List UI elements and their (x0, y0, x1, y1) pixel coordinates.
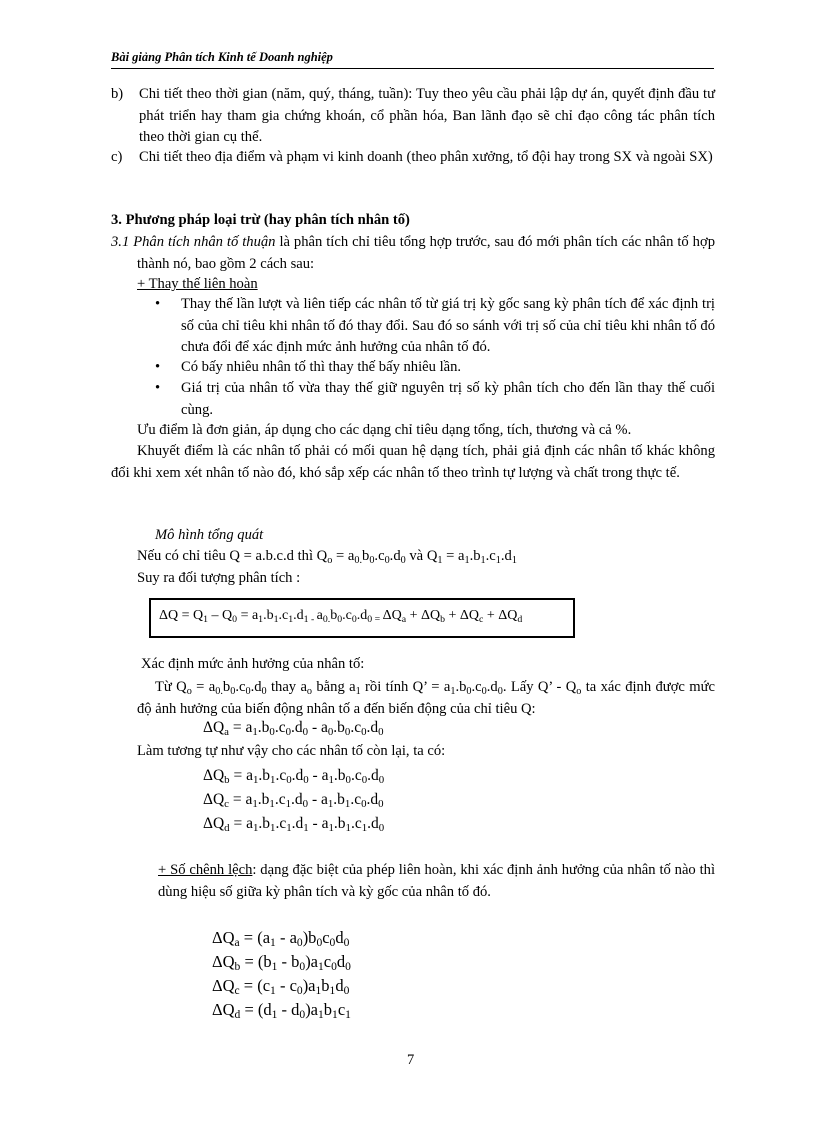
bullet-text-1: Thay thế lần lượt và liên tiếp các nhân tố từ giá trị kỳ gốc sang kỳ phân tích để xác định trị số của chỉ tiêu khi nhân tố đó thay đổi. Sau đó so sánh với trị số của chỉ tiêu khi nhân tố đó chưa đổi để xác định mức ảnh hưởng của nhân tố đó. (181, 296, 715, 355)
section-3-1-paragraph (111, 232, 715, 275)
page-number: 7 (407, 1052, 415, 1068)
list-text-b: Chi tiết theo thời gian (năm, quý, tháng, tuần): Tuy theo yêu cầu phải lập dự án, quyết định đầu tư phát triển hay tham gia chứng khoán, cổ phần hóa, Ban lãnh đạo sẽ chỉ đạo công tác phân tích theo thời gian cụ thể. (139, 86, 715, 145)
bullet-item-3 (155, 378, 715, 421)
equation-delta-qa: $\Delta Q_a = a_1.b_0.c_0.d_0 - a_0.b_0.c_0.d_0$ (203, 719, 384, 738)
section-3-1-text: là phân tích chỉ tiêu tổng hợp trước, sau đó mới phân tích các nhân tố hợp thành nó, bao gồm 2 cách sau: (137, 234, 715, 272)
section-3-heading: 3. Phương pháp loại trừ (hay phân tích nhân tố) (111, 212, 410, 228)
equation-diff-qa: $\Delta Q_a = (a_1 - a_0)b_0c_0d_0$ (212, 928, 350, 949)
bullet-item-2 (155, 357, 715, 379)
equation-delta-qc: $\Delta Q_c = a_1.b_1.c_1.d_0 - a_1.b_1.c_0.d_0$ (203, 791, 384, 810)
method-difference-text: : dạng đặc biệt của phép liên hoàn, khi xác định ảnh hưởng của nhân tố nào thì dùng hiệu số giữa kỳ phân tích và kỳ gốc của nhân tố đó. (158, 862, 715, 900)
bullet-text-2: Có bấy nhiêu nhân tố thì thay thế bấy nhiêu lần. (181, 359, 462, 375)
equation-delta-qb: $\Delta Q_b = a_1.b_1.c_0.d_0 - a_1.b_0.c_0.d_0$ (203, 767, 385, 786)
equation-diff-qc: $\Delta Q_c = (c_1 - c_0)a_1b_1d_0$ (212, 976, 350, 997)
model-intro: Nếu có chỉ tiêu Q = a.b.c.d thì $Q_o = a_{0.}b_0.c_0.d_0$ và $Q_1 = a_1.b_1.c_1.d_1$ (137, 548, 517, 566)
method-substitution-label: + Thay thế liên hoàn (137, 276, 258, 292)
bullet-icon: • (155, 359, 161, 375)
model-intro-and: và (405, 548, 427, 564)
list-marker-b: b) (111, 86, 124, 102)
method-difference-label: + Số chênh lệch (158, 862, 253, 878)
influence-similar: Làm tương tự như vậy cho các nhân tố còn lại, ta có: (137, 743, 446, 759)
list-marker-c: c) (111, 149, 123, 165)
list-item-b (111, 84, 715, 149)
bullet-item-1 (155, 294, 715, 359)
equation-diff-qd: $\Delta Q_d = (d_1 - d_0)a_1b_1c_1$ (212, 1000, 351, 1021)
influence-heading: Xác định mức ảnh hưởng của nhân tố: (141, 656, 365, 672)
equation-diff-qb: $\Delta Q_b = (b_1 - b_0)a_1c_0d_0$ (212, 952, 351, 973)
list-text-c: Chi tiết theo địa điểm và phạm vi kinh doanh (theo phân xưởng, tổ đội hay trong SX và ngoài SX) (139, 149, 713, 165)
header-rule (111, 68, 714, 69)
model-intro-text: Nếu có chỉ tiêu Q = a.b.c.d thì (137, 548, 317, 564)
bullet-icon: • (155, 296, 161, 312)
disadvantage-paragraph: Khuyết điểm là các nhân tố phải có mối quan hệ dạng tích, phải giả định các nhân tố khác không đổi khi xem xét nhân tố nào đó, khó sắp xếp các nhân tố theo trình tự lượng và chất trong thực tế. (111, 443, 715, 481)
advantage-paragraph: Ưu điểm là đơn giản, áp dụng cho các dạng chỉ tiêu dạng tổng, tích, thương và cả %. (137, 422, 632, 438)
delta-q-formula-box: $\Delta Q = Q_1 - Q_0 = a_1.b_1.c_1.d_{1 -}$ $a_{0.}b_0.c_0.d_{0 =}$ $\Delta Q_a + \Delta Q_b + \Delta Q_c + \Delta Q_d$ (149, 598, 575, 638)
bullet-icon: • (155, 380, 161, 396)
method-difference-paragraph (158, 860, 715, 903)
section-3-1-label: 3.1 Phân tích nhân tố thuận (111, 234, 276, 250)
bullet-text-3: Giá trị của nhân tố vừa thay thế giữ nguyên trị số kỳ phân tích cho đến lần thay thế cuối cùng. (181, 380, 715, 418)
equation-delta-qd: $\Delta Q_d = a_1.b_1.c_1.d_1 - a_1.b_1.c_1.d_0$ (203, 815, 385, 834)
influence-paragraph: Từ $Q_o = a_{0.}b_0.c_0.d_0$ thay $a_o$ bằng $a_1$ rồi tính Q’ = $a_1.b_0.c_0.d_0$. Lấy Q’ - $Q_o$ ta xác định được mức độ ảnh hưởng của biến động nhân tố a đến biến động của chỉ tiêu Q: (137, 679, 715, 717)
model-title: Mô hình tổng quát (155, 527, 264, 543)
page-header: Bài giảng Phân tích Kinh tế Doanh nghiệp (111, 50, 333, 64)
model-derive: Suy ra đối tượng phân tích : (137, 570, 301, 586)
list-item-c (111, 147, 715, 169)
